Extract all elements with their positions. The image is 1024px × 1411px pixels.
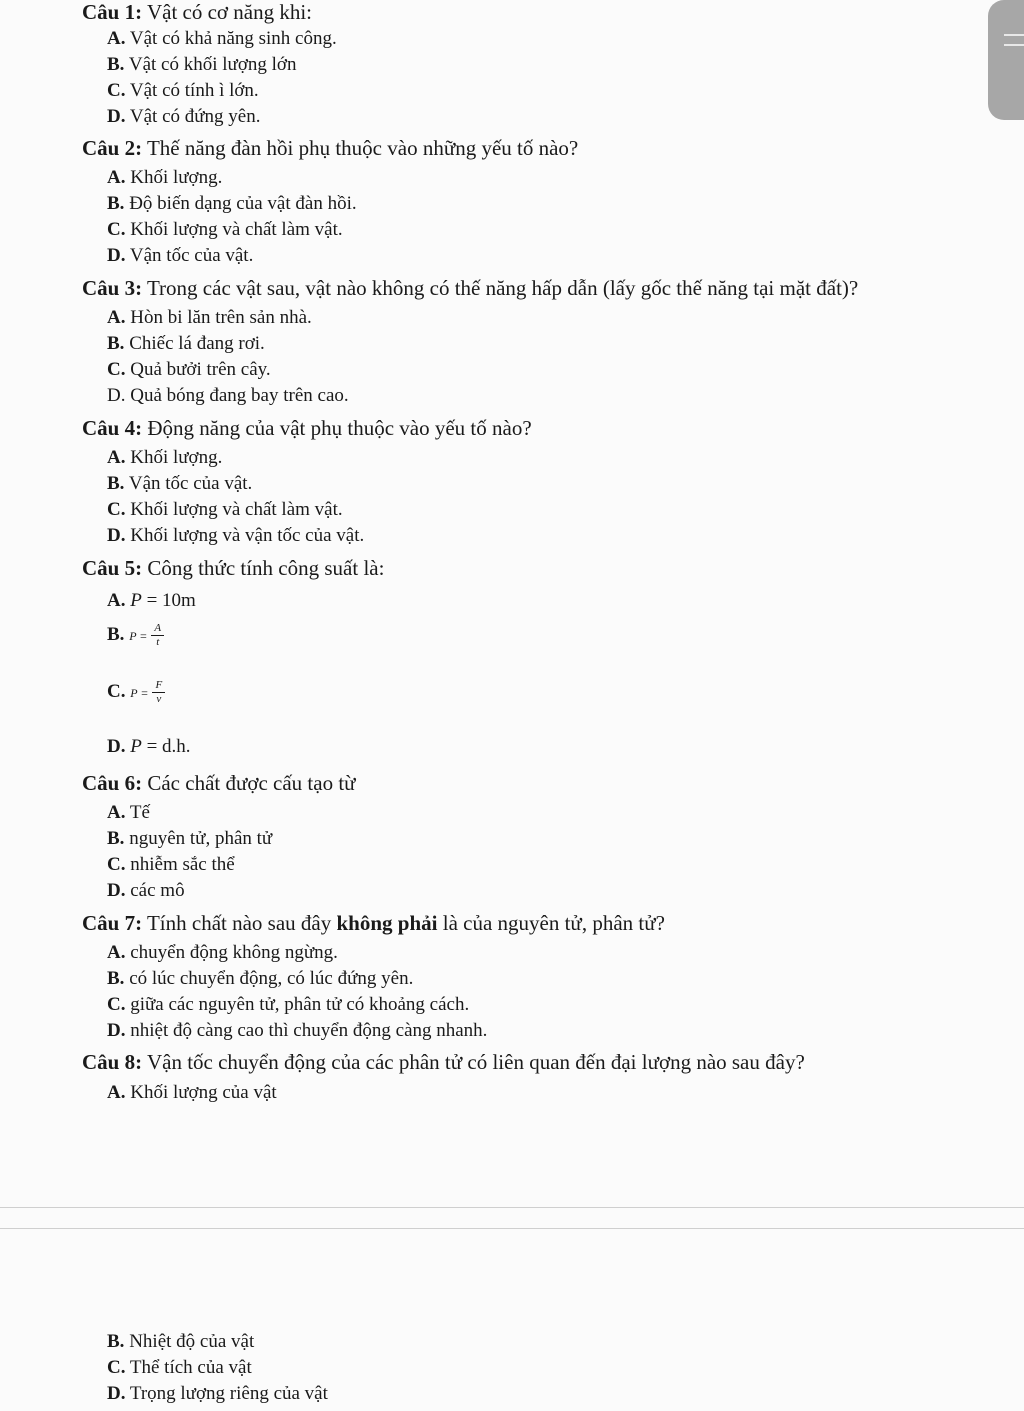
- scrollbar-grip: [1004, 34, 1024, 36]
- q5-option-c: C. P = $\frac{F}{v}$: [107, 680, 165, 705]
- question-1: Câu 1: Vật có cơ năng khi:: [82, 0, 313, 24]
- question-2: Câu 2: Thế năng đàn hồi phụ thuộc vào những yếu tố nào?: [82, 136, 579, 160]
- q5-option-d: D. P = d.h.: [107, 736, 191, 757]
- question-8: Câu 8: Vận tốc chuyển động của các phân tử có liên quan đến đại lượng nào sau đây?: [82, 1050, 805, 1074]
- q7-option-a: A. chuyển động không ngừng.: [107, 942, 338, 963]
- q4-option-c: C. Khối lượng và chất làm vật.: [107, 499, 343, 520]
- q3-option-d: D. Quả bóng đang bay trên cao.: [107, 385, 349, 406]
- q1-option-c: C. Vật có tính ì lớn.: [107, 80, 259, 101]
- question-6: Câu 6: Các chất được cấu tạo từ: [82, 771, 356, 795]
- scrollbar[interactable]: [988, 0, 1024, 120]
- q8-option-c: C. Thể tích của vật: [107, 1357, 252, 1378]
- q7-option-c: C. giữa các nguyên tử, phân tử có khoảng cách.: [107, 994, 470, 1015]
- q4-option-a: A. Khối lượng.: [107, 447, 223, 468]
- q3-option-a: A. Hòn bi lăn trên sản nhà.: [107, 307, 312, 328]
- q4-option-d: D. Khối lượng và vận tốc của vật.: [107, 525, 365, 546]
- q3-option-c: C. Quả bưởi trên cây.: [107, 359, 271, 380]
- q6-option-d: D. các mô: [107, 880, 185, 901]
- q7-option-d: D. nhiệt độ càng cao thì chuyển động càng nhanh.: [107, 1020, 488, 1041]
- question-5: Câu 5: Công thức tính công suất là:: [82, 556, 385, 580]
- q8-option-b: B. Nhiệt độ của vật: [107, 1331, 255, 1352]
- question-4: Câu 4: Động năng của vật phụ thuộc vào yếu tố nào?: [82, 416, 532, 440]
- q1-option-d: D. Vật có đứng yên.: [107, 106, 261, 127]
- q6-option-b: B. nguyên tử, phân tử: [107, 828, 273, 849]
- scrollbar-grip: [1004, 44, 1024, 46]
- q6-option-a: A. Tế: [107, 802, 150, 823]
- question-3: Câu 3: Trong các vật sau, vật nào không có thế năng hấp dẫn (lấy gốc thế năng tại mặt đất)?: [82, 276, 859, 300]
- q1-option-a: A. Vật có khả năng sinh công.: [107, 28, 337, 49]
- q8-option-a: A. Khối lượng của vật: [107, 1082, 277, 1103]
- q4-option-b: B. Vận tốc của vật.: [107, 473, 253, 494]
- page-divider: [0, 1207, 1024, 1208]
- page-divider: [0, 1228, 1024, 1229]
- q1-option-b: B. Vật có khối lượng lớn: [107, 54, 297, 75]
- q7-option-b: B. có lúc chuyển động, có lúc đứng yên.: [107, 968, 414, 989]
- q2-option-c: C. Khối lượng và chất làm vật.: [107, 219, 343, 240]
- q3-option-b: B. Chiếc lá đang rơi.: [107, 333, 265, 354]
- q6-option-c: C. nhiễm sắc thể: [107, 854, 235, 875]
- question-7: Câu 7: Tính chất nào sau đây không phải là của nguyên tử, phân tử?: [82, 911, 665, 935]
- q8-option-d: D. Trọng lượng riêng của vật: [107, 1383, 328, 1404]
- q5-option-b: B. P = $\frac{A}{t}$: [107, 623, 164, 648]
- q5-option-a: A. P = 10m: [107, 590, 196, 611]
- q2-option-d: D. Vận tốc của vật.: [107, 245, 254, 266]
- q2-option-a: A. Khối lượng.: [107, 167, 223, 188]
- fraction-f-over-v: $\frac{F}{v}$: [152, 680, 165, 705]
- q2-option-b: B. Độ biến dạng của vật đàn hồi.: [107, 193, 357, 214]
- fraction-a-over-t: $\frac{A}{t}$: [151, 623, 164, 648]
